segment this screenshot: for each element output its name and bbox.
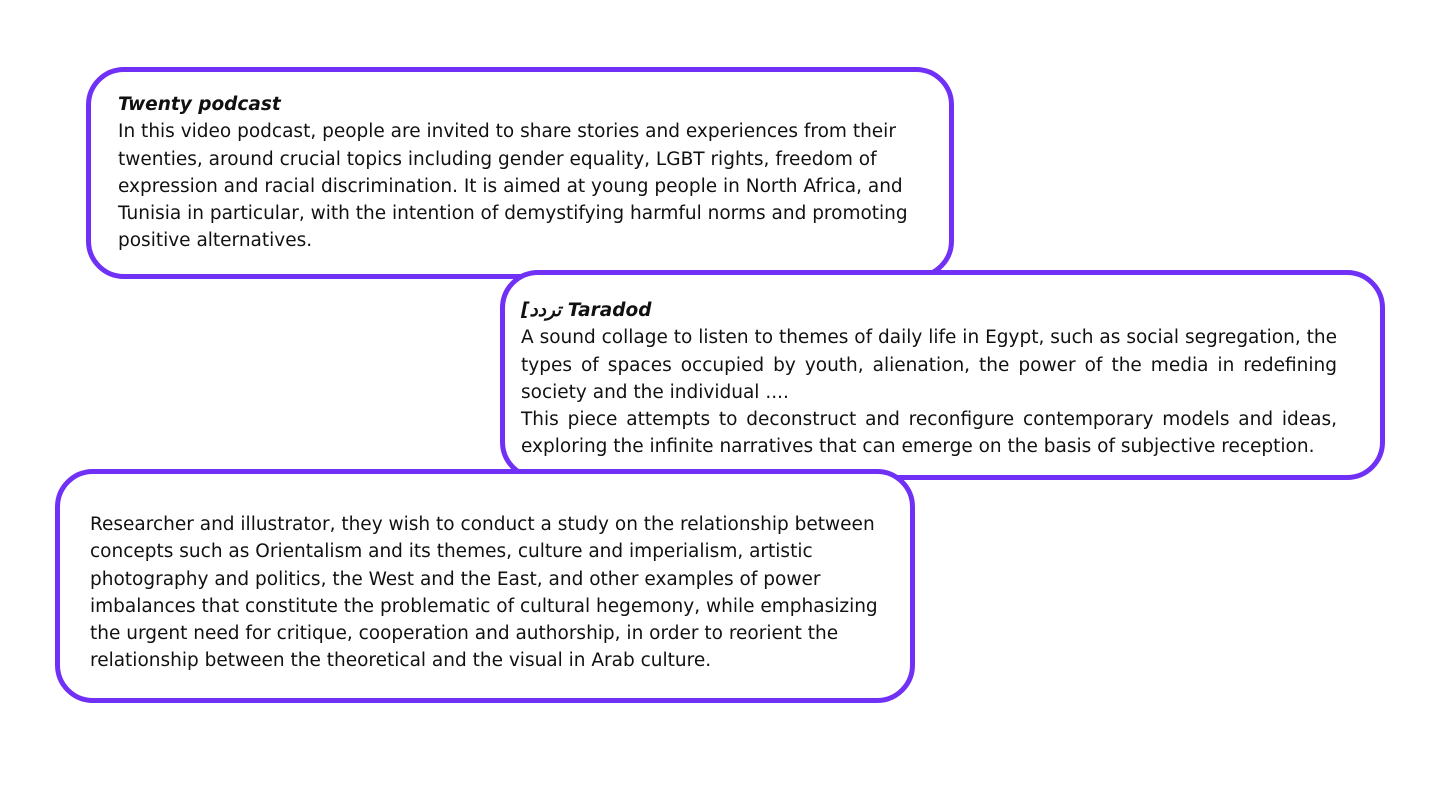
project-card-twenty-podcast — [86, 67, 954, 279]
project-card-taradod — [500, 270, 1385, 480]
card-description: In this video podcast, people are invited to share stories and experiences from their twenties, around crucial topics including gender equality, LGBT rights, freedom of expression and racial discrimination. It is aimed at young people in North Africa, and Tunisia in particular, with the intention of demystifying harmful norms and promoting positive alternatives. — [118, 121, 908, 252]
card-title: Twenty podcast — [118, 94, 281, 115]
project-card-research — [55, 469, 915, 703]
card-title: [تردد Taradod — [521, 300, 652, 321]
card-description: A sound collage to listen to themes of daily life in Egypt, such as social segregation, the types of spaces occupied by youth, alienation, the power of the media in redefining society and the individual .... — [521, 327, 1337, 403]
card-description-continued: This piece attempts to deconstruct and reconfigure contemporary models and ideas, exploring the infinite narratives that can emerge on the basis of subjective reception. — [521, 409, 1337, 458]
card-description: Researcher and illustrator, they wish to conduct a study on the relationship between concepts such as Orientalism and its themes, culture and imperialism, artistic photography and politics, the West and the East, and other examples of power imbalances that constitute the problematic of cultural hegemony, while emphasizing the urgent need for critique, cooperation and authorship, in order to reorient the relationship between the theoretical and the visual in Arab culture. — [90, 514, 878, 672]
